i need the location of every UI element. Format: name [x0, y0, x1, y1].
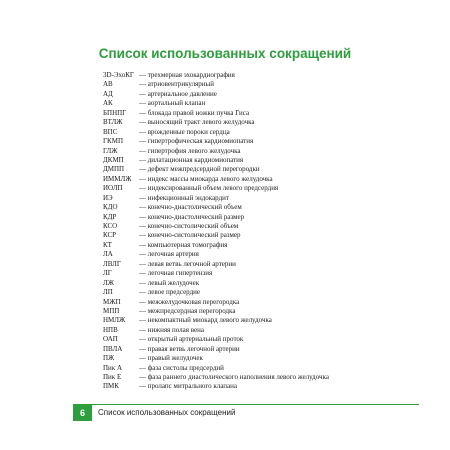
abbreviation-term: КСО: [103, 222, 118, 230]
abbreviation-definition: — правая ветвь легочной артерии: [139, 344, 240, 353]
page-title: Список использованных сокращений: [98, 46, 352, 61]
abbreviation-row: [103, 222, 329, 231]
abbreviation-definition: — нижняя полая вена: [139, 325, 204, 334]
abbreviation-term: НПВ: [103, 325, 118, 334]
abbreviation-term: ПВЛА: [103, 344, 123, 353]
abbreviation-row: [103, 269, 329, 278]
abbreviation-definition: — гипертрофическая кардиомиопатия: [139, 137, 254, 146]
abbreviation-term: ЛВЛГ: [103, 259, 121, 268]
abbreviation-row: [103, 326, 329, 335]
abbreviation-term: ИММЛЖ: [103, 174, 132, 183]
running-footer-title: Список использованных сокращений: [98, 408, 236, 417]
abbreviation-term: ГЛЖ: [103, 146, 118, 155]
abbreviation-term: НМЛЖ: [103, 316, 126, 325]
abbreviation-row: [103, 373, 329, 382]
abbreviation-term: ГКМП: [103, 137, 123, 146]
abbreviation-row: [103, 118, 329, 127]
abbreviation-row: [103, 250, 329, 259]
abbreviation-term: Пик А: [103, 363, 123, 372]
abbreviation-definition: — фаза систолы предсердий: [139, 363, 224, 372]
abbreviation-row: [103, 99, 329, 108]
abbreviation-term: ВПС: [103, 127, 118, 136]
abbreviation-definition: — дефект межпредсердной перегородки: [139, 165, 260, 174]
abbreviation-term: КДР: [103, 212, 117, 221]
abbreviation-row: [103, 288, 329, 297]
abbreviation-definition: — некомпактный миокард левого желудочка: [139, 316, 272, 325]
abbreviation-term: ПМК: [103, 382, 119, 391]
abbreviation-definition: — конечно-диастолический объем: [139, 203, 242, 212]
abbreviation-term: ЛА: [103, 250, 113, 259]
abbreviation-term: ПЖ: [103, 354, 115, 363]
abbreviation-definition: — пролапс митрального клапана: [139, 382, 237, 391]
abbreviation-row: [103, 71, 329, 80]
abbreviation-definition: — конечно-диастолический размер: [139, 212, 245, 221]
abbreviation-row: [103, 80, 329, 89]
abbreviation-definition: — конечно-систолический размер: [139, 231, 241, 240]
page-number: 6: [73, 405, 92, 421]
abbreviation-definition: — конечно-систолический объем: [139, 222, 239, 230]
abbreviation-definition: — инфекционный эндокардит: [139, 193, 229, 202]
abbreviation-term: АК: [103, 99, 113, 108]
abbreviation-row: [103, 382, 329, 391]
abbreviation-definition: — врожденные пороки сердца: [139, 127, 230, 136]
abbreviation-row: [103, 203, 329, 212]
abbreviation-definition: — трехмерная эхокардиография: [139, 71, 235, 79]
abbreviation-definition: — аортальный клапан: [139, 99, 206, 108]
abbreviation-row: [103, 109, 329, 118]
abbreviation-definition: — гипертрофия левого желудочка: [139, 146, 241, 155]
abbreviation-row: [103, 364, 329, 373]
abbreviation-row: [103, 316, 329, 325]
abbreviation-definition: — левое предсердие: [139, 288, 200, 297]
abbreviation-row: [103, 307, 329, 316]
abbreviation-term: Пик Е: [103, 373, 122, 381]
abbreviation-term: ЛП: [103, 288, 113, 297]
abbreviation-term: КТ: [103, 240, 112, 249]
abbreviation-row: [103, 90, 329, 99]
abbreviation-definition: — индексированный объем левого предсердия: [139, 184, 279, 193]
abbreviation-row: [103, 156, 329, 165]
abbreviation-definition: — открытый артериальный проток: [139, 335, 244, 344]
abbreviation-definition: — дилатационная кардиомиопатия: [139, 155, 244, 164]
abbreviation-term: ВТЛЖ: [103, 118, 123, 127]
abbreviation-term: ЛЖ: [103, 278, 115, 287]
abbreviation-term: КСР: [103, 231, 117, 240]
abbreviation-row: [103, 354, 329, 363]
abbreviation-row: [103, 279, 329, 288]
abbreviation-definition: — атриовентрикулярный: [139, 80, 214, 89]
abbreviation-definition: — выносящий тракт левого желудочка: [139, 118, 255, 127]
abbreviation-definition: — блокада правой ножки пучка Гиса: [139, 108, 250, 117]
abbreviation-term: 3D-ЭхоКГ: [103, 71, 134, 79]
abbreviation-definition: — легочная артерия: [139, 250, 199, 259]
abbreviation-definition: — межжелудочковая перегородка: [139, 297, 240, 306]
abbreviation-term: ДМПП: [103, 165, 125, 174]
abbreviation-term: КДО: [103, 203, 118, 212]
abbreviation-term: МЖП: [103, 297, 121, 306]
abbreviation-row: [103, 335, 329, 344]
abbreviation-definition: — компьютерная томография: [139, 240, 228, 249]
abbreviation-row: [103, 137, 329, 146]
abbreviation-definition: — артериальное давление: [139, 89, 217, 98]
abbreviation-row: [103, 165, 329, 174]
abbreviation-term: ИОЛП: [103, 184, 123, 193]
abbreviation-term: ИЭ: [103, 193, 113, 202]
page-footer: [73, 404, 419, 421]
abbreviation-row: [103, 128, 329, 137]
abbreviation-definition: — правый желудочек: [139, 354, 203, 363]
abbreviation-term: АВ: [103, 80, 113, 89]
abbreviation-row: [103, 194, 329, 203]
abbreviation-row: [103, 231, 329, 240]
abbreviation-row: [103, 298, 329, 307]
abbreviation-row: [103, 260, 329, 269]
abbreviation-term: МПП: [103, 306, 120, 315]
abbreviation-term: ЛГ: [103, 269, 112, 278]
abbreviation-definition: — индекс массы миокарда левого желудочка: [139, 174, 273, 183]
abbreviation-definition: — межпредсердная перегородка: [139, 306, 236, 315]
abbreviation-term: ОАП: [103, 335, 118, 344]
abbreviation-row: [103, 175, 329, 184]
abbreviation-row: [103, 147, 329, 156]
abbreviation-row: [103, 241, 329, 250]
abbreviation-definition: — фаза раннего диастолического наполнения левого желудочка: [139, 373, 329, 381]
abbreviation-row: [103, 345, 329, 354]
abbreviation-definition: — левый желудочек: [139, 278, 200, 287]
abbreviation-definition: — левая ветвь легочной артерии: [139, 259, 236, 268]
abbreviation-term: БПНПГ: [103, 108, 127, 117]
abbreviation-definition: — легочная гипертензия: [139, 269, 213, 278]
abbreviation-term: АД: [103, 89, 113, 98]
abbreviation-list: [103, 71, 329, 392]
abbreviation-row: [103, 184, 329, 193]
abbreviation-row: [103, 213, 329, 222]
abbreviation-term: ДКМП: [103, 155, 124, 164]
